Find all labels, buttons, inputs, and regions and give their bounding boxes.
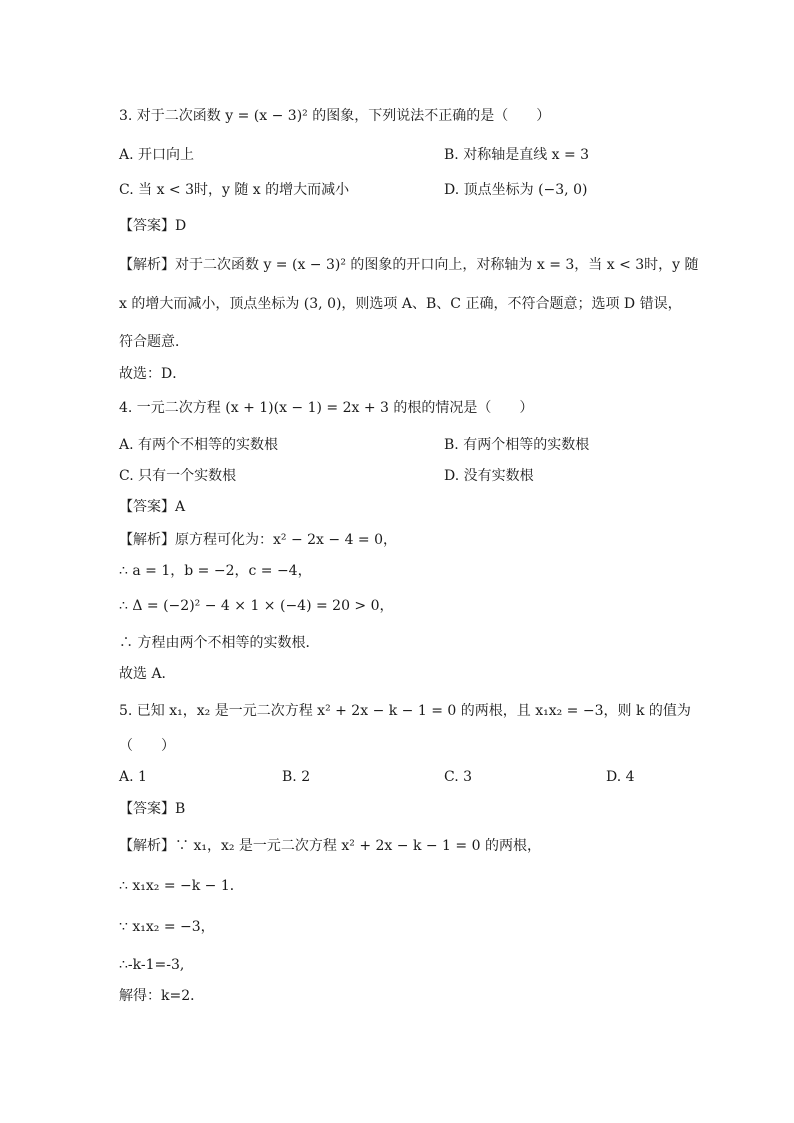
q4-analysis-line-3: ∴ Δ = (−2)² − 4 × 1 × (−4) = 20 > 0， bbox=[119, 598, 394, 614]
q3-analysis-line-2: x 的增大而减小，顶点坐标为 (3, 0)，则选项 A、B、C 正确，不符合题意；选项 D 错误， bbox=[119, 296, 682, 312]
q4-analysis-line-5: 故选 A． bbox=[119, 666, 176, 682]
q5-option-b: B. 2 bbox=[282, 769, 311, 785]
q4-analysis-line-4: ∴ 方程由两个不相等的实数根． bbox=[119, 635, 320, 651]
q4-option-b: B. 有两个相等的实数根 bbox=[444, 437, 590, 453]
q5-option-c: C. 3 bbox=[444, 769, 473, 785]
q5-analysis-line-5: 解得：k=2． bbox=[119, 988, 205, 1004]
q3-analysis-line-3: 符合题意． bbox=[119, 334, 189, 350]
q5-stem: 5. 已知 x₁，x₂ 是一元二次方程 x² + 2x − k − 1 = 0 的两根，且 x₁x₂ = −3，则 k 的值为 bbox=[119, 703, 691, 719]
q5-option-a: A. 1 bbox=[119, 769, 147, 785]
q5-analysis-line-2: ∴ x₁x₂ = −k − 1． bbox=[119, 878, 244, 894]
q3-analysis-line-1: 【解析】对于二次函数 y = (x − 3)² 的图象的开口向上，对称轴为 x = 3，当 x < 3时，y 随 bbox=[119, 257, 699, 273]
q4-option-a: A. 有两个不相等的实数根 bbox=[119, 437, 279, 453]
q4-stem: 4. 一元二次方程 (x + 1)(x − 1) = 2x + 3 的根的情况是（ ） bbox=[119, 400, 534, 416]
q5-analysis-line-3: ∵ x₁x₂ = −3， bbox=[119, 919, 215, 935]
q3-analysis-line-4: 故选：D． bbox=[119, 366, 187, 382]
q5-option-d: D. 4 bbox=[606, 769, 635, 785]
q4-option-d: D. 没有实数根 bbox=[444, 468, 534, 484]
q5-answer: 【答案】B bbox=[119, 801, 186, 817]
q3-answer: 【答案】D bbox=[119, 218, 187, 234]
q3-stem: 3. 对于二次函数 y = (x − 3)² 的图象，下列说法不正确的是（ ） bbox=[119, 108, 551, 124]
q4-analysis-line-2: ∴ a = 1，b = −2，c = −4， bbox=[119, 563, 312, 579]
q4-analysis-line-1: 【解析】原方程可化为：x² − 2x − 4 = 0， bbox=[119, 532, 398, 548]
q4-option-c: C. 只有一个实数根 bbox=[119, 468, 237, 484]
q3-option-a: A. 开口向上 bbox=[119, 147, 195, 163]
q5-stem-cont: （ ） bbox=[119, 738, 175, 754]
q4-answer: 【答案】A bbox=[119, 499, 186, 515]
q3-option-b: B. 对称轴是直线 x = 3 bbox=[444, 147, 590, 163]
q5-analysis-line-4: ∴-k-1=-3, bbox=[119, 957, 185, 973]
q5-analysis-line-1: 【解析】∵ x₁，x₂ 是一元二次方程 x² + 2x − k − 1 = 0 的两根， bbox=[119, 838, 541, 854]
q3-option-d: D. 顶点坐标为 (−3, 0) bbox=[444, 182, 588, 198]
q3-option-c: C. 当 x < 3时，y 随 x 的增大而减小 bbox=[119, 182, 350, 198]
